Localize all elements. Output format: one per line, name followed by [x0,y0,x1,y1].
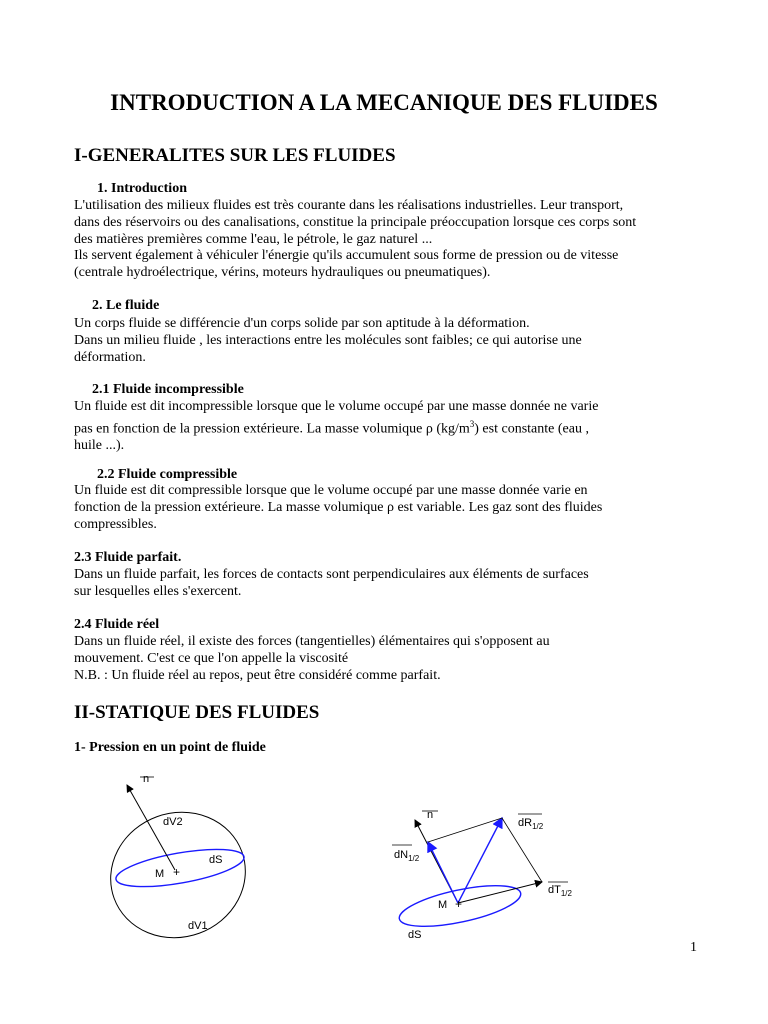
paragraph-line: Dans un fluide parfait, les forces de contacts sont perpendiculaires aux éléments de surfaces [74,567,589,582]
fluide-parfait-heading: 2.3 Fluide parfait. [74,550,182,565]
dn-label: $dN_{1/2}$ [394,849,420,863]
text-segment: ) est constante (eau , [474,421,589,437]
point-marker: + [455,897,463,911]
text-segment: pas en fonction de la pression extérieure. La masse volumique ρ (kg/m [74,421,470,437]
fluide-incompressible-heading: 2.1 Fluide incompressible [92,382,244,397]
document-title: INTRODUCTION A LA MECANIQUE DES FLUIDES [110,90,658,115]
fluide-incompressible-paragraph [74,399,714,455]
fluide-compressible-heading: 2.2 Fluide compressible [97,467,238,482]
fluide-reel-paragraph [74,634,714,684]
paragraph-line: Un corps fluide se différencie d'un corps solide par son aptitude à la déformation. [74,316,530,331]
superscript: 3 [469,418,475,429]
point-marker: + [173,865,181,879]
paragraph-line: Ils servent également à véhiculer l'énergie qu'ils accumulent sous forme de pression ou de vitesse [74,248,619,264]
section-2-heading: II-STATIQUE DES FLUIDES [74,702,320,723]
pression-point-heading: 1- Pression en un point de fluide [74,740,266,755]
normal-label: n [427,809,434,821]
ds-label: dS [209,854,223,866]
paragraph-line: (centrale hydroélectrique, vérins, moteurs hydrauliques ou pneumatiques). [74,265,491,281]
paragraph-line: Un fluide est dit compressible lorsque que le volume occupé par une masse donnée varie en [74,483,588,498]
page-number: 1 [690,940,697,955]
paragraph-line: huile ...). [74,438,125,454]
paragraph-line: L'utilisation des milieux fluides est très courante dans les réalisations industrielles. Leur transport, [74,198,624,213]
paragraph-line: dans des réservoirs ou des canalisations, constitue la principale préoccupation lorsque ces corps sont [74,214,637,230]
dr-label: $dR_{1/2}$ [518,817,544,831]
introduction-heading: 1. Introduction [97,181,187,196]
paragraph-line: Un fluide est dit incompressible lorsque que le volume occupé par une masse donnée ne varie [74,399,599,414]
resultant-force-arrow [458,818,502,903]
dv1-label: dV1 [188,920,208,932]
le-fluide-heading: 2. Le fluide [92,298,160,313]
le-fluide-paragraph [74,316,714,366]
m-point-label: M [438,899,448,911]
normal-label: n [143,773,150,785]
paragraph-line: déformation. [74,349,146,365]
paragraph-line: fonction de la pression extérieure. La masse volumique ρ est variable. Les gaz sont des fluides [74,499,603,515]
paragraph-line: N.B. : Un fluide réel au repos, peut être considéré comme parfait. [74,667,441,683]
m-point-label: M [155,868,165,880]
force-decomposition-figure [390,800,590,945]
paragraph-line: des matières premières comme l'eau, le pétrole, le gaz naturel ... [74,231,433,247]
fluide-parfait-paragraph [74,567,714,601]
paragraph-line: Dans un fluide réel, il existe des forces (tangentielles) élémentaires qui s'opposent au [74,634,550,649]
fluide-reel-heading: 2.4 Fluide réel [74,617,160,632]
paragraph-line: mouvement. C'est ce que l'on appelle la viscosité [74,650,349,666]
volume-element-figure [100,765,270,955]
paragraph-line: compressibles. [74,516,157,532]
fluide-compressible-paragraph [74,483,714,533]
paragraph-line: sur lesquelles elles s'exercent. [74,583,242,599]
introduction-paragraph [74,198,714,282]
paragraph-line: Dans un milieu fluide , les interactions entre les molécules sont faibles; ce qui autorise une [74,332,582,348]
section-1-heading: I-GENERALITES SUR LES FLUIDES [74,145,396,166]
dv2-label: dV2 [163,816,183,828]
dt-label: $dT_{1/2}$ [548,884,572,898]
ds-label: dS [408,929,422,941]
paragraph-line [74,416,714,438]
